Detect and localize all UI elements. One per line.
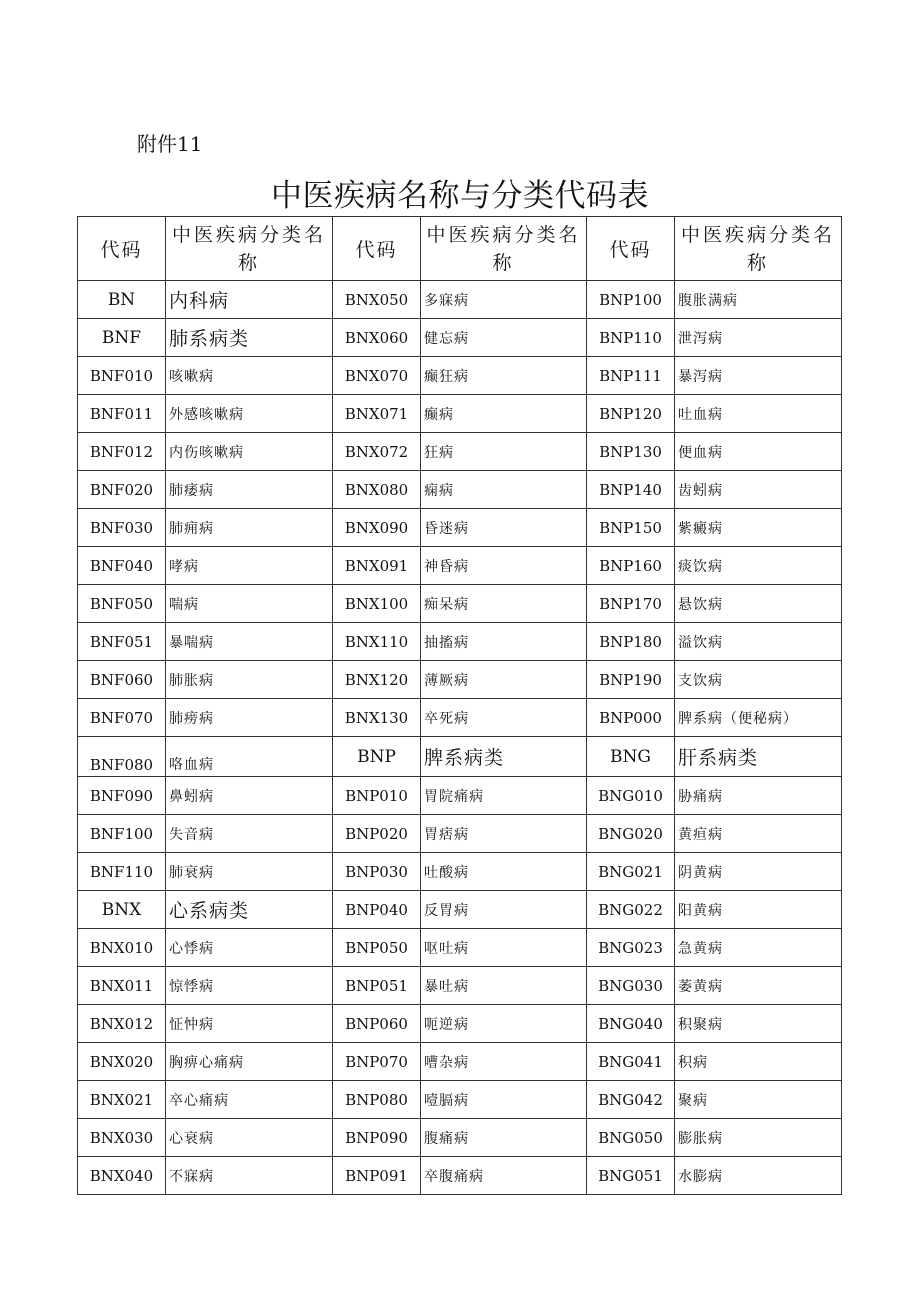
code-cell: BNG041 xyxy=(587,1043,675,1081)
table-row xyxy=(78,547,842,585)
disease-name-cell: 反胃病 xyxy=(421,891,587,929)
table-row xyxy=(78,777,842,815)
code-cell: BNX080 xyxy=(333,471,421,509)
header-name-3: 中医疾病分类名称 xyxy=(675,217,842,281)
code-cell: BNF011 xyxy=(78,395,166,433)
code-cell: BNX021 xyxy=(78,1081,166,1119)
table-row xyxy=(78,967,842,1005)
code-cell: BNP120 xyxy=(587,395,675,433)
code-cell: BNF070 xyxy=(78,699,166,737)
disease-name-cell: 鼻蚓病 xyxy=(166,777,333,815)
disease-name-cell: 心衰病 xyxy=(166,1119,333,1157)
disease-name-cell: 齿蚓病 xyxy=(675,471,842,509)
table-row xyxy=(78,357,842,395)
code-cell: BNF050 xyxy=(78,585,166,623)
disease-name-cell: 哮病 xyxy=(166,547,333,585)
code-cell: BNG022 xyxy=(587,891,675,929)
page-title: 中医疾病名称与分类代码表 xyxy=(271,178,649,214)
code-cell: BNP051 xyxy=(333,967,421,1005)
disease-name-cell: 抽搐病 xyxy=(421,623,587,661)
code-cell: BNP130 xyxy=(587,433,675,471)
table-header-row xyxy=(78,217,842,281)
disease-name-cell: 肺衰病 xyxy=(166,853,333,891)
disease-name-cell: 咯血病 xyxy=(166,737,333,777)
table-row xyxy=(78,1005,842,1043)
category-name-cell: 肝系病类 xyxy=(675,737,842,777)
disease-name-cell: 肺胀病 xyxy=(166,661,333,699)
disease-name-cell: 萎黄病 xyxy=(675,967,842,1005)
disease-name-cell: 肺痈病 xyxy=(166,509,333,547)
disease-name-cell: 吐酸病 xyxy=(421,853,587,891)
disease-name-cell: 悬饮病 xyxy=(675,585,842,623)
code-cell: BNF080 xyxy=(78,737,166,777)
table-row xyxy=(78,623,842,661)
disease-name-cell: 阴黄病 xyxy=(675,853,842,891)
code-cell: BNX120 xyxy=(333,661,421,699)
table-row xyxy=(78,1081,842,1119)
disease-name-cell: 支饮病 xyxy=(675,661,842,699)
disease-name-cell: 急黄病 xyxy=(675,929,842,967)
header-code-2: 代码 xyxy=(333,217,421,281)
code-cell: BNX070 xyxy=(333,357,421,395)
code-cell: BNP040 xyxy=(333,891,421,929)
code-cell: BNP xyxy=(333,737,421,777)
disease-name-cell: 痰饮病 xyxy=(675,547,842,585)
code-cell: BNX xyxy=(78,891,166,929)
code-cell: BNF030 xyxy=(78,509,166,547)
code-cell: BNP150 xyxy=(587,509,675,547)
disease-name-cell: 阳黄病 xyxy=(675,891,842,929)
code-cell: BNX020 xyxy=(78,1043,166,1081)
disease-name-cell: 癫狂病 xyxy=(421,357,587,395)
code-cell: BNG050 xyxy=(587,1119,675,1157)
disease-name-cell: 聚病 xyxy=(675,1081,842,1119)
disease-name-cell: 心悸病 xyxy=(166,929,333,967)
table-body xyxy=(78,281,842,1195)
disease-name-cell: 暴泻病 xyxy=(675,357,842,395)
disease-name-cell: 溢饮病 xyxy=(675,623,842,661)
disease-name-cell: 失音病 xyxy=(166,815,333,853)
table-row xyxy=(78,433,842,471)
code-cell: BNP080 xyxy=(333,1081,421,1119)
code-cell: BNP070 xyxy=(333,1043,421,1081)
code-cell: BNG010 xyxy=(587,777,675,815)
table-row xyxy=(78,1043,842,1081)
disease-name-cell: 胁痛病 xyxy=(675,777,842,815)
table-row xyxy=(78,281,842,319)
table-row xyxy=(78,319,842,357)
disease-name-cell: 健忘病 xyxy=(421,319,587,357)
disease-name-cell: 腹胀满病 xyxy=(675,281,842,319)
disease-name-cell: 嘈杂病 xyxy=(421,1043,587,1081)
disease-name-cell: 痴呆病 xyxy=(421,585,587,623)
code-cell: BNP170 xyxy=(587,585,675,623)
table-row xyxy=(78,853,842,891)
disease-name-cell: 外感咳嗽病 xyxy=(166,395,333,433)
disease-name-cell: 卒死病 xyxy=(421,699,587,737)
code-cell: BNP000 xyxy=(587,699,675,737)
code-cell: BNP091 xyxy=(333,1157,421,1195)
code-cell: BNF100 xyxy=(78,815,166,853)
disease-name-cell: 紫癜病 xyxy=(675,509,842,547)
code-cell: BNP090 xyxy=(333,1119,421,1157)
disease-name-cell: 胸痹心痛病 xyxy=(166,1043,333,1081)
code-cell: BNX011 xyxy=(78,967,166,1005)
disease-name-cell: 泄泻病 xyxy=(675,319,842,357)
disease-name-cell: 狂病 xyxy=(421,433,587,471)
code-cell: BNF060 xyxy=(78,661,166,699)
code-cell: BNG030 xyxy=(587,967,675,1005)
code-cell: BNP110 xyxy=(587,319,675,357)
header-name-1: 中医疾病分类名称 xyxy=(166,217,333,281)
code-cell: BNP010 xyxy=(333,777,421,815)
table-row xyxy=(78,661,842,699)
code-cell: BNG040 xyxy=(587,1005,675,1043)
disease-name-cell: 多寐病 xyxy=(421,281,587,319)
code-cell: BNX072 xyxy=(333,433,421,471)
code-cell: BNP190 xyxy=(587,661,675,699)
code-cell: BNX091 xyxy=(333,547,421,585)
code-cell: BNG xyxy=(587,737,675,777)
table-row xyxy=(78,585,842,623)
code-cell: BNX040 xyxy=(78,1157,166,1195)
code-cell: BNP020 xyxy=(333,815,421,853)
code-cell: BNF020 xyxy=(78,471,166,509)
code-cell: BNF040 xyxy=(78,547,166,585)
disease-name-cell: 内伤咳嗽病 xyxy=(166,433,333,471)
code-cell: BNP180 xyxy=(587,623,675,661)
disease-name-cell: 神昏病 xyxy=(421,547,587,585)
code-cell: BNF090 xyxy=(78,777,166,815)
code-cell: BN xyxy=(78,281,166,319)
code-cell: BNF051 xyxy=(78,623,166,661)
code-cell: BNX010 xyxy=(78,929,166,967)
disease-name-cell: 呃逆病 xyxy=(421,1005,587,1043)
table-row xyxy=(78,699,842,737)
disease-name-cell: 胃痞病 xyxy=(421,815,587,853)
code-cell: BNF110 xyxy=(78,853,166,891)
disease-name-cell: 喘病 xyxy=(166,585,333,623)
disease-name-cell: 呕吐病 xyxy=(421,929,587,967)
code-cell: BNX100 xyxy=(333,585,421,623)
disease-name-cell: 昏迷病 xyxy=(421,509,587,547)
code-cell: BNG023 xyxy=(587,929,675,967)
code-cell: BNX012 xyxy=(78,1005,166,1043)
code-cell: BNP140 xyxy=(587,471,675,509)
disease-name-cell: 不寐病 xyxy=(166,1157,333,1195)
disease-name-cell: 癫病 xyxy=(421,395,587,433)
code-cell: BNX110 xyxy=(333,623,421,661)
disease-name-cell: 痫病 xyxy=(421,471,587,509)
code-cell: BNP100 xyxy=(587,281,675,319)
disease-name-cell: 噎膈病 xyxy=(421,1081,587,1119)
header-code-1: 代码 xyxy=(78,217,166,281)
code-cell: BNF xyxy=(78,319,166,357)
code-cell: BNF012 xyxy=(78,433,166,471)
table-row xyxy=(78,737,842,777)
table-row xyxy=(78,1119,842,1157)
disease-name-cell: 咳嗽病 xyxy=(166,357,333,395)
code-cell: BNX130 xyxy=(333,699,421,737)
disease-name-cell: 胃院痛病 xyxy=(421,777,587,815)
category-name-cell: 脾系病类 xyxy=(421,737,587,777)
code-cell: BNG042 xyxy=(587,1081,675,1119)
category-name-cell: 内科病 xyxy=(166,281,333,319)
code-cell: BNX030 xyxy=(78,1119,166,1157)
code-cell: BNP060 xyxy=(333,1005,421,1043)
disease-name-cell: 怔忡病 xyxy=(166,1005,333,1043)
code-cell: BNP111 xyxy=(587,357,675,395)
table-row xyxy=(78,395,842,433)
code-cell: BNP160 xyxy=(587,547,675,585)
disease-name-cell: 吐血病 xyxy=(675,395,842,433)
table-row xyxy=(78,509,842,547)
code-cell: BNX050 xyxy=(333,281,421,319)
table-row xyxy=(78,929,842,967)
disease-name-cell: 卒心痛病 xyxy=(166,1081,333,1119)
disease-name-cell: 肺痿病 xyxy=(166,471,333,509)
category-name-cell: 心系病类 xyxy=(166,891,333,929)
disease-name-cell: 便血病 xyxy=(675,433,842,471)
code-cell: BNF010 xyxy=(78,357,166,395)
code-cell: BNG020 xyxy=(587,815,675,853)
table-row xyxy=(78,891,842,929)
category-name-cell: 肺系病类 xyxy=(166,319,333,357)
code-cell: BNG051 xyxy=(587,1157,675,1195)
disease-name-cell: 暴喘病 xyxy=(166,623,333,661)
disease-name-cell: 积病 xyxy=(675,1043,842,1081)
disease-name-cell: 肺痨病 xyxy=(166,699,333,737)
disease-name-cell: 水膨病 xyxy=(675,1157,842,1195)
disease-name-cell: 卒腹痛病 xyxy=(421,1157,587,1195)
disease-name-cell: 脾系病（便秘病） xyxy=(675,699,842,737)
header-name-2: 中医疾病分类名称 xyxy=(421,217,587,281)
disease-name-cell: 黄疸病 xyxy=(675,815,842,853)
code-cell: BNG021 xyxy=(587,853,675,891)
disease-name-cell: 薄厥病 xyxy=(421,661,587,699)
code-cell: BNX060 xyxy=(333,319,421,357)
disease-name-cell: 膨胀病 xyxy=(675,1119,842,1157)
code-cell: BNX071 xyxy=(333,395,421,433)
code-cell: BNP050 xyxy=(333,929,421,967)
code-cell: BNX090 xyxy=(333,509,421,547)
table-row xyxy=(78,471,842,509)
table-row xyxy=(78,1157,842,1195)
attachment-label: 附件11 xyxy=(137,132,203,156)
code-cell: BNP030 xyxy=(333,853,421,891)
table-row xyxy=(78,815,842,853)
header-code-3: 代码 xyxy=(587,217,675,281)
disease-code-table xyxy=(77,216,842,1195)
disease-name-cell: 暴吐病 xyxy=(421,967,587,1005)
disease-name-cell: 惊悸病 xyxy=(166,967,333,1005)
disease-name-cell: 积聚病 xyxy=(675,1005,842,1043)
disease-name-cell: 腹痛病 xyxy=(421,1119,587,1157)
